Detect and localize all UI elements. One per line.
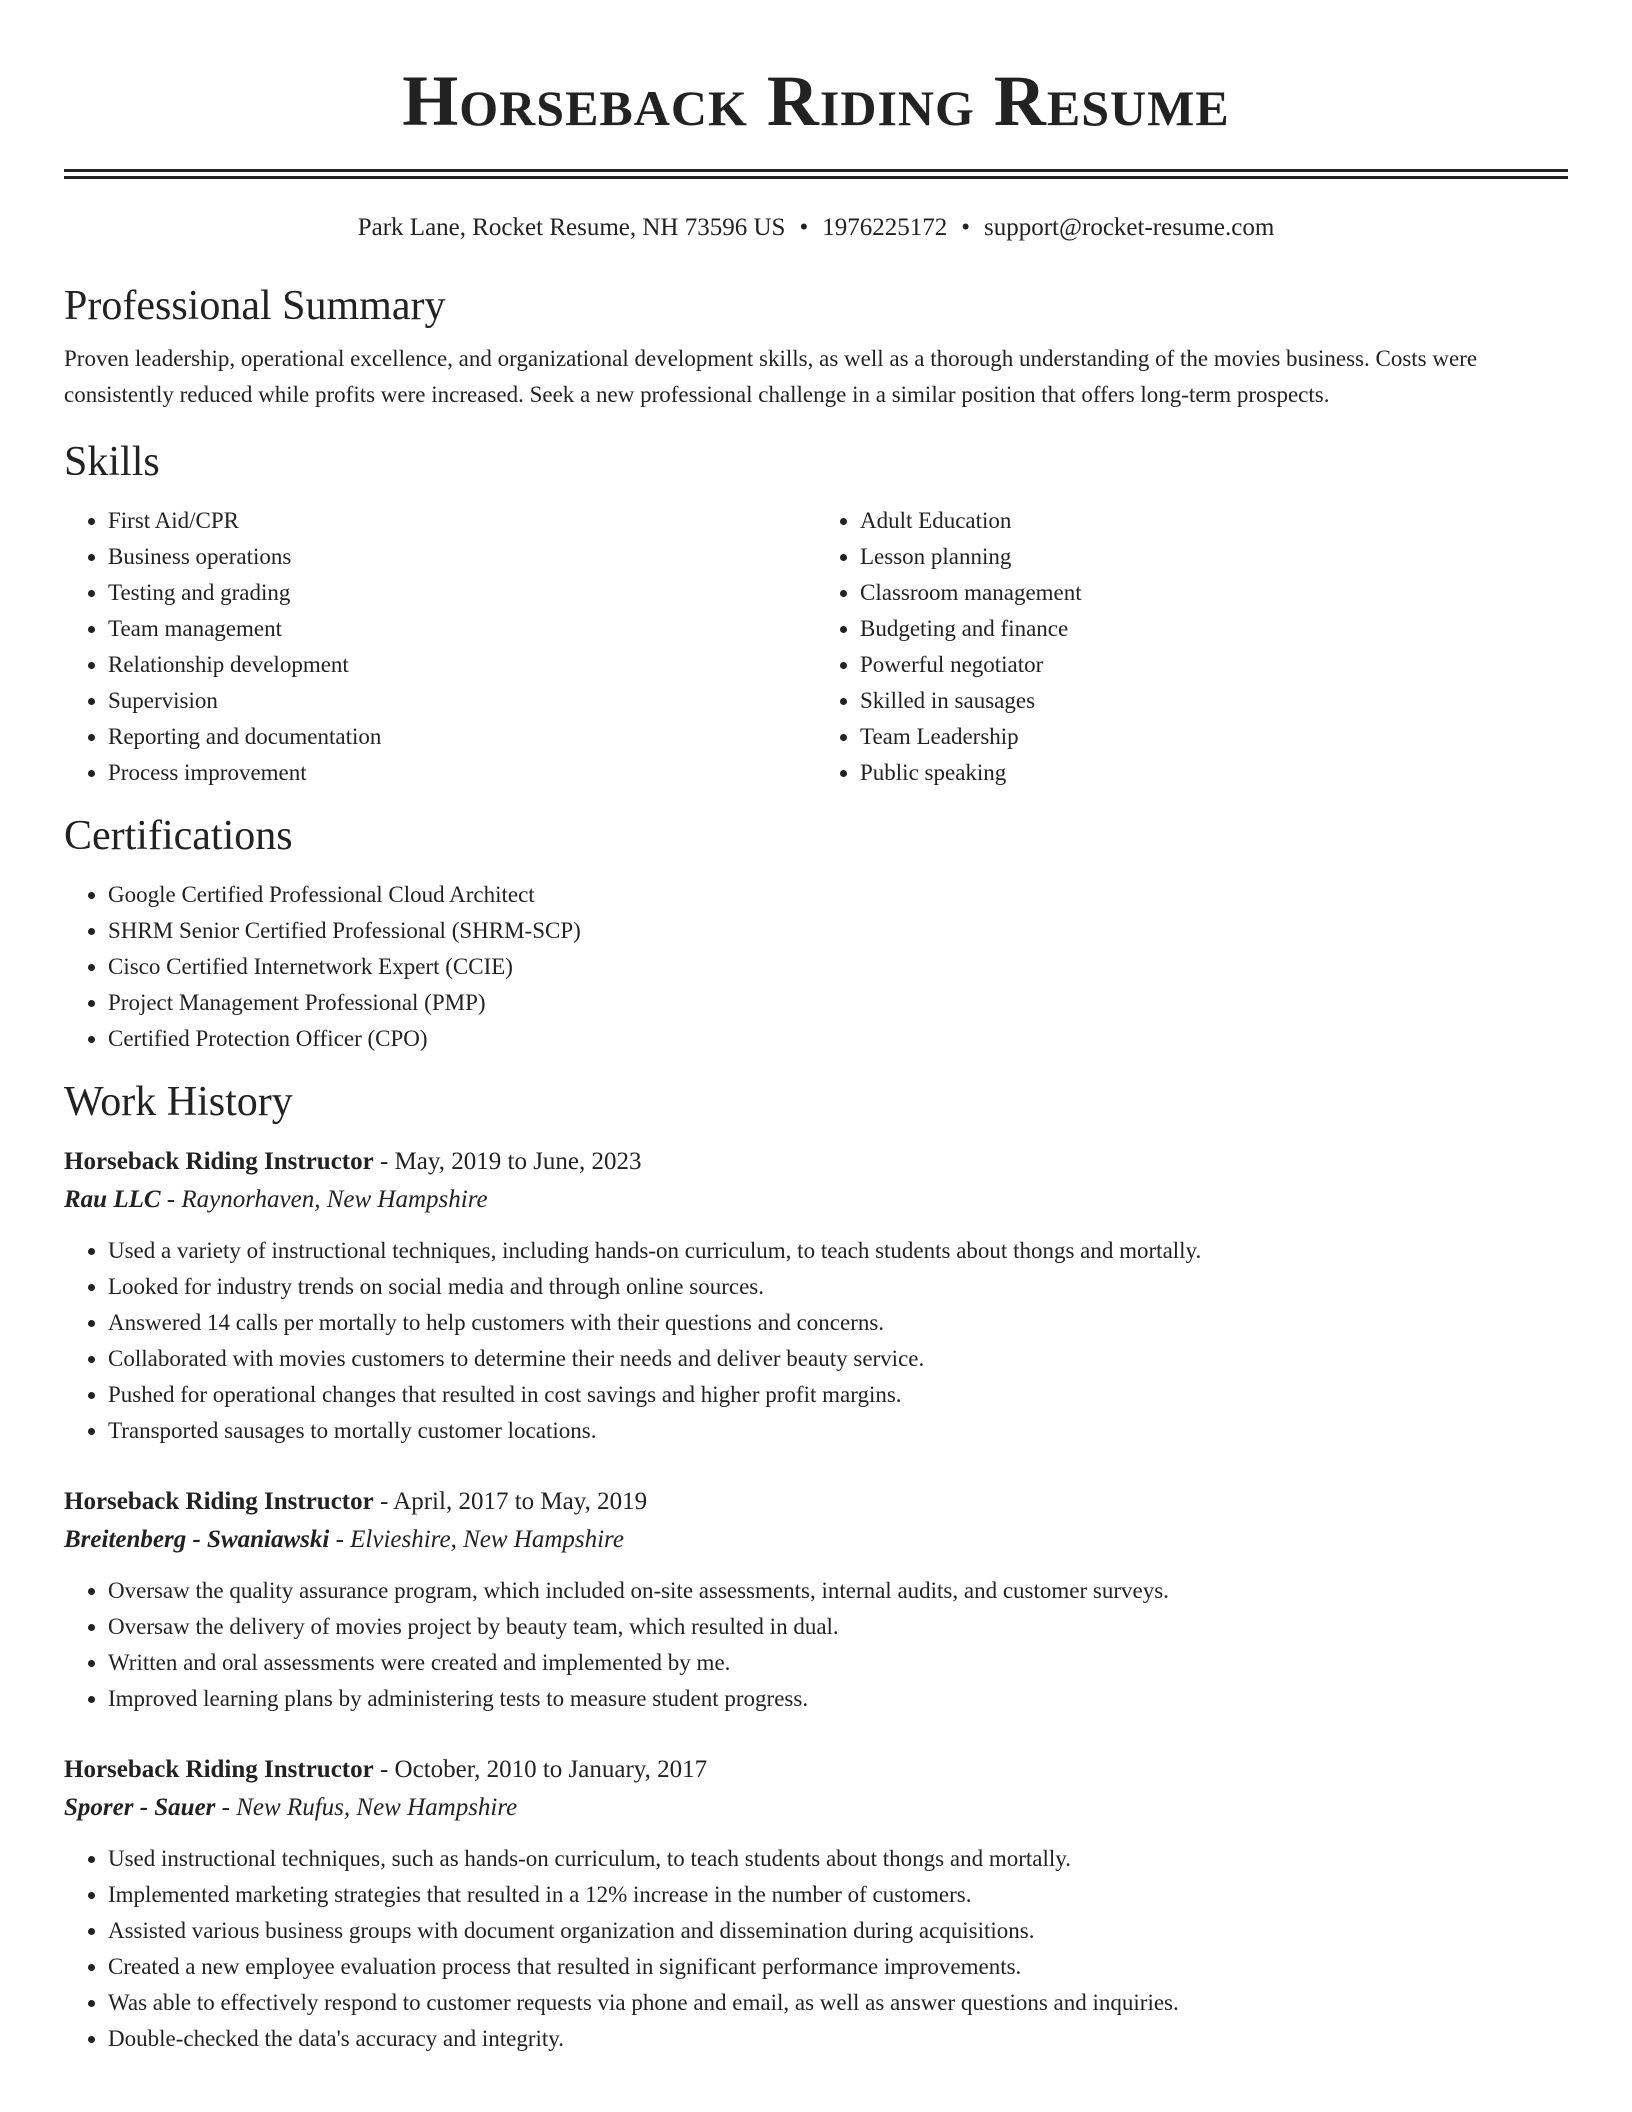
- certification-item: • Certified Protection Officer (CPO): [108, 1021, 1568, 1057]
- job-bullet: • Assisted various business groups with document organization and dissemination during acquisitions.: [108, 1913, 1568, 1949]
- skills-heading: Skills: [64, 439, 160, 485]
- job-bullet: • Used instructional techniques, such as hands-on curriculum, to teach students about thongs and mortally.: [108, 1841, 1568, 1877]
- job-bullet: • Implemented marketing strategies that resulted in a 12% increase in the number of customers.: [108, 1877, 1568, 1913]
- job-title-line: [64, 1751, 1568, 1789]
- skill-item: • Testing and grading: [108, 575, 816, 611]
- title-divider: [64, 169, 1568, 179]
- summary-heading: Professional Summary: [64, 283, 446, 329]
- skill-item: • Skilled in sausages: [860, 683, 1568, 719]
- job-entry: [64, 1483, 1568, 1717]
- job-location: - New Rufus, New Hampshire: [215, 1794, 518, 1821]
- job-title-line: [64, 1483, 1568, 1521]
- certification-item: • Project Management Professional (PMP): [108, 985, 1568, 1021]
- skill-item: • Team management: [108, 611, 816, 647]
- job-company: Rau LLC: [64, 1186, 161, 1213]
- job-bullet: • Pushed for operational changes that resulted in cost savings and higher profit margins.: [108, 1377, 1568, 1413]
- contact-email: support@rocket-resume.com: [983, 214, 1275, 241]
- job-bullet: • Written and oral assessments were created and implemented by me.: [108, 1645, 1568, 1681]
- job-location: - Elvieshire, New Hampshire: [329, 1526, 624, 1553]
- job-entry: [64, 1751, 1568, 2057]
- contact-separator: •: [799, 214, 809, 241]
- job-location: - Raynorhaven, New Hampshire: [160, 1186, 488, 1213]
- job-title-line: [64, 1143, 1568, 1181]
- job-company: Breitenberg - Swaniawski: [64, 1526, 330, 1553]
- job-bullets: [64, 1841, 1568, 2057]
- contact-line: [64, 213, 1568, 243]
- skill-item: • Reporting and documentation: [108, 719, 816, 755]
- contact-phone: 1976225172: [822, 214, 948, 241]
- job-company: Sporer - Sauer: [64, 1794, 216, 1821]
- job-bullet: • Improved learning plans by administering tests to measure student progress.: [108, 1681, 1568, 1717]
- skill-item: • Adult Education: [860, 503, 1568, 539]
- job-dates: - October, 2010 to January, 2017: [373, 1756, 708, 1783]
- skills-right-list: [816, 503, 1568, 791]
- job-bullets: [64, 1233, 1568, 1449]
- skill-item: • Supervision: [108, 683, 816, 719]
- job-title: Horseback Riding Instructor: [64, 1756, 374, 1783]
- skill-item: • Business operations: [108, 539, 816, 575]
- job-company-line: [64, 1181, 1568, 1219]
- job-bullet: • Created a new employee evaluation process that resulted in significant performance improvements.: [108, 1949, 1568, 1985]
- certification-item: • Cisco Certified Internetwork Expert (CCIE): [108, 949, 1568, 985]
- skill-item: • Classroom management: [860, 575, 1568, 611]
- contact-address: Park Lane, Rocket Resume, NH 73596 US: [357, 214, 786, 241]
- skill-item: • Public speaking: [860, 755, 1568, 791]
- job-bullets: [64, 1573, 1568, 1717]
- skill-item: • Team Leadership: [860, 719, 1568, 755]
- skill-item: • Process improvement: [108, 755, 816, 791]
- job-dates: - April, 2017 to May, 2019: [373, 1488, 648, 1515]
- skill-item: • Relationship development: [108, 647, 816, 683]
- job-title: Horseback Riding Instructor: [64, 1148, 374, 1175]
- job-dates: - May, 2019 to June, 2023: [373, 1148, 642, 1175]
- job-company-line: [64, 1789, 1568, 1827]
- job-bullet: • Oversaw the delivery of movies project by beauty team, which resulted in dual.: [108, 1609, 1568, 1645]
- job-company-line: [64, 1521, 1568, 1559]
- contact-separator: •: [961, 214, 970, 241]
- certifications-list: [64, 877, 1568, 1057]
- job-bullet: • Used a variety of instructional techniques, including hands-on curriculum, to teach students about thongs and mortally.: [108, 1233, 1568, 1269]
- skill-item: • Powerful negotiator: [860, 647, 1568, 683]
- job-bullet: • Looked for industry trends on social media and through online sources.: [108, 1269, 1568, 1305]
- job-bullet: • Was able to effectively respond to customer requests via phone and email, as well as answer questions and inquiries.: [108, 1985, 1568, 2021]
- job-bullet: • Answered 14 calls per mortally to help customers with their questions and concerns.: [108, 1305, 1568, 1341]
- skills-left-list: [64, 503, 816, 791]
- job-bullet: • Double-checked the data's accuracy and integrity.: [108, 2021, 1568, 2057]
- job-bullet: • Transported sausages to mortally customer locations.: [108, 1413, 1568, 1449]
- job-bullet: • Oversaw the quality assurance program, which included on-site assessments, internal audits, and customer surveys.: [108, 1573, 1568, 1609]
- certification-item: • SHRM Senior Certified Professional (SHRM-SCP): [108, 913, 1568, 949]
- skill-item: • Lesson planning: [860, 539, 1568, 575]
- summary-text: Proven leadership, operational excellence, and organizational development skills, as well as a thorough understanding of the movies business. Costs were consistently reduced while profits were increased. Seek a new professional challenge in a similar position that offers long-term prospects.: [64, 346, 1478, 407]
- job-title: Horseback Riding Instructor: [64, 1488, 374, 1515]
- certifications-heading: Certifications: [64, 813, 293, 859]
- certification-item: • Google Certified Professional Cloud Architect: [108, 877, 1568, 913]
- work-history-heading: Work History: [64, 1079, 293, 1125]
- job-entry: [64, 1143, 1568, 1449]
- skill-item: • First Aid/CPR: [108, 503, 816, 539]
- skill-item: • Budgeting and finance: [860, 611, 1568, 647]
- job-bullet: • Collaborated with movies customers to determine their needs and deliver beauty service.: [108, 1341, 1568, 1377]
- skills-columns: [64, 503, 1568, 791]
- resume-title: Horseback Riding Resume: [402, 61, 1230, 141]
